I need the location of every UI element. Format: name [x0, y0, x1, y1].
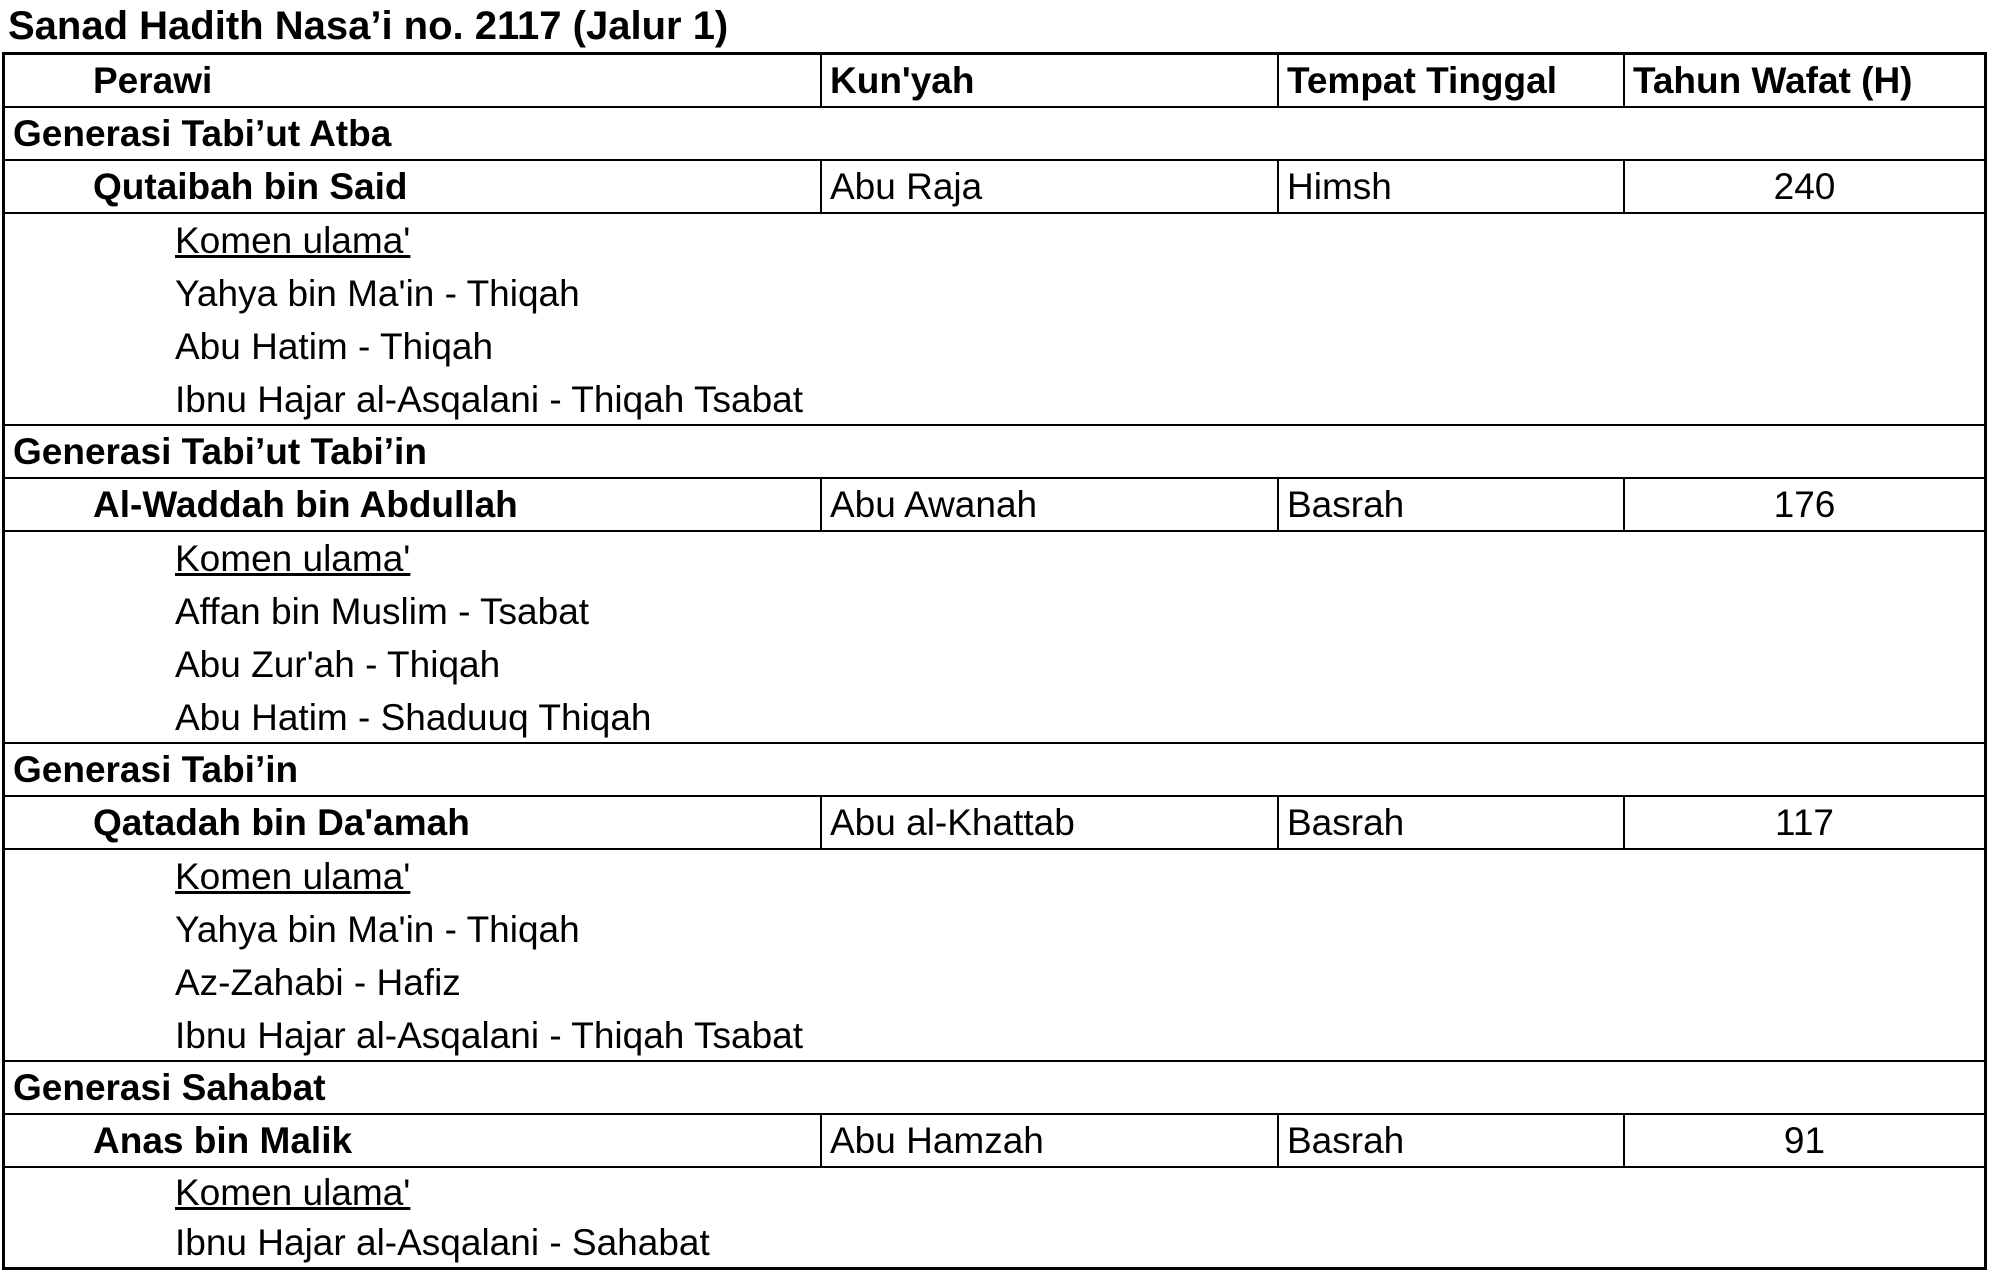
narrator-place: Basrah: [1277, 479, 1623, 530]
narrator-death-year: 240: [1623, 161, 1984, 212]
comments-block: [5, 214, 1984, 426]
comment-line: Yahya bin Ma'in - Thiqah: [175, 273, 580, 314]
generation-row: [5, 426, 1984, 479]
header-kunyah: Kun'yah: [820, 55, 1277, 106]
narrator-row: [5, 161, 1984, 214]
sanad-table: [2, 52, 1987, 1270]
comments-block: [5, 850, 1984, 1062]
generation-row: [5, 744, 1984, 797]
comment-heading: Komen ulama': [175, 1172, 411, 1213]
narrator-place: Basrah: [1277, 797, 1623, 848]
narrator-death-year: 117: [1623, 797, 1984, 848]
generation-label: Generasi Tabi’ut Tabi’in: [13, 431, 427, 472]
comments-block: [5, 1168, 1984, 1267]
narrator-kunyah: Abu Awanah: [820, 479, 1277, 530]
narrator-kunyah: Abu al-Khattab: [820, 797, 1277, 848]
header-perawi: Perawi: [93, 60, 213, 101]
generation-row: [5, 1062, 1984, 1115]
narrator-row: [5, 797, 1984, 850]
comment-line: Abu Hatim - Shaduuq Thiqah: [175, 697, 652, 738]
narrator-place: Himsh: [1277, 161, 1623, 212]
document-title: Sanad Hadith Nasa’i no. 2117 (Jalur 1): [8, 4, 729, 48]
comment-line: Ibnu Hajar al-Asqalani - Sahabat: [175, 1222, 710, 1263]
narrator-place: Basrah: [1277, 1115, 1623, 1166]
narrator-name: Anas bin Malik: [93, 1120, 353, 1161]
comment-heading: Komen ulama': [175, 538, 411, 579]
comment-line: Affan bin Muslim - Tsabat: [175, 591, 590, 632]
narrator-row: [5, 1115, 1984, 1168]
narrator-name: Qutaibah bin Said: [93, 166, 408, 207]
comment-line: Ibnu Hajar al-Asqalani - Thiqah Tsabat: [175, 379, 804, 420]
comments-block: [5, 532, 1984, 744]
narrator-death-year: 176: [1623, 479, 1984, 530]
comment-heading: Komen ulama': [175, 856, 411, 897]
narrator-row: [5, 479, 1984, 532]
comment-line: Yahya bin Ma'in - Thiqah: [175, 909, 580, 950]
generation-row: [5, 108, 1984, 161]
narrator-death-year: 91: [1623, 1115, 1984, 1166]
comment-heading: Komen ulama': [175, 220, 411, 261]
comment-line: Abu Zur'ah - Thiqah: [175, 644, 501, 685]
header-tempat-tinggal: Tempat Tinggal: [1277, 55, 1623, 106]
comment-line: Ibnu Hajar al-Asqalani - Thiqah Tsabat: [175, 1015, 804, 1056]
header-tahun-wafat: Tahun Wafat (H): [1623, 55, 1984, 106]
narrator-kunyah: Abu Raja: [820, 161, 1277, 212]
comment-line: Abu Hatim - Thiqah: [175, 326, 494, 367]
narrator-name: Qatadah bin Da'amah: [93, 802, 470, 843]
generation-label: Generasi Tabi’in: [13, 749, 299, 790]
narrator-name: Al-Waddah bin Abdullah: [93, 484, 518, 525]
generation-label: Generasi Sahabat: [13, 1067, 326, 1108]
generation-label: Generasi Tabi’ut Atba: [13, 113, 392, 154]
narrator-kunyah: Abu Hamzah: [820, 1115, 1277, 1166]
comment-line: Az-Zahabi - Hafiz: [175, 962, 461, 1003]
table-header-row: [5, 55, 1984, 108]
